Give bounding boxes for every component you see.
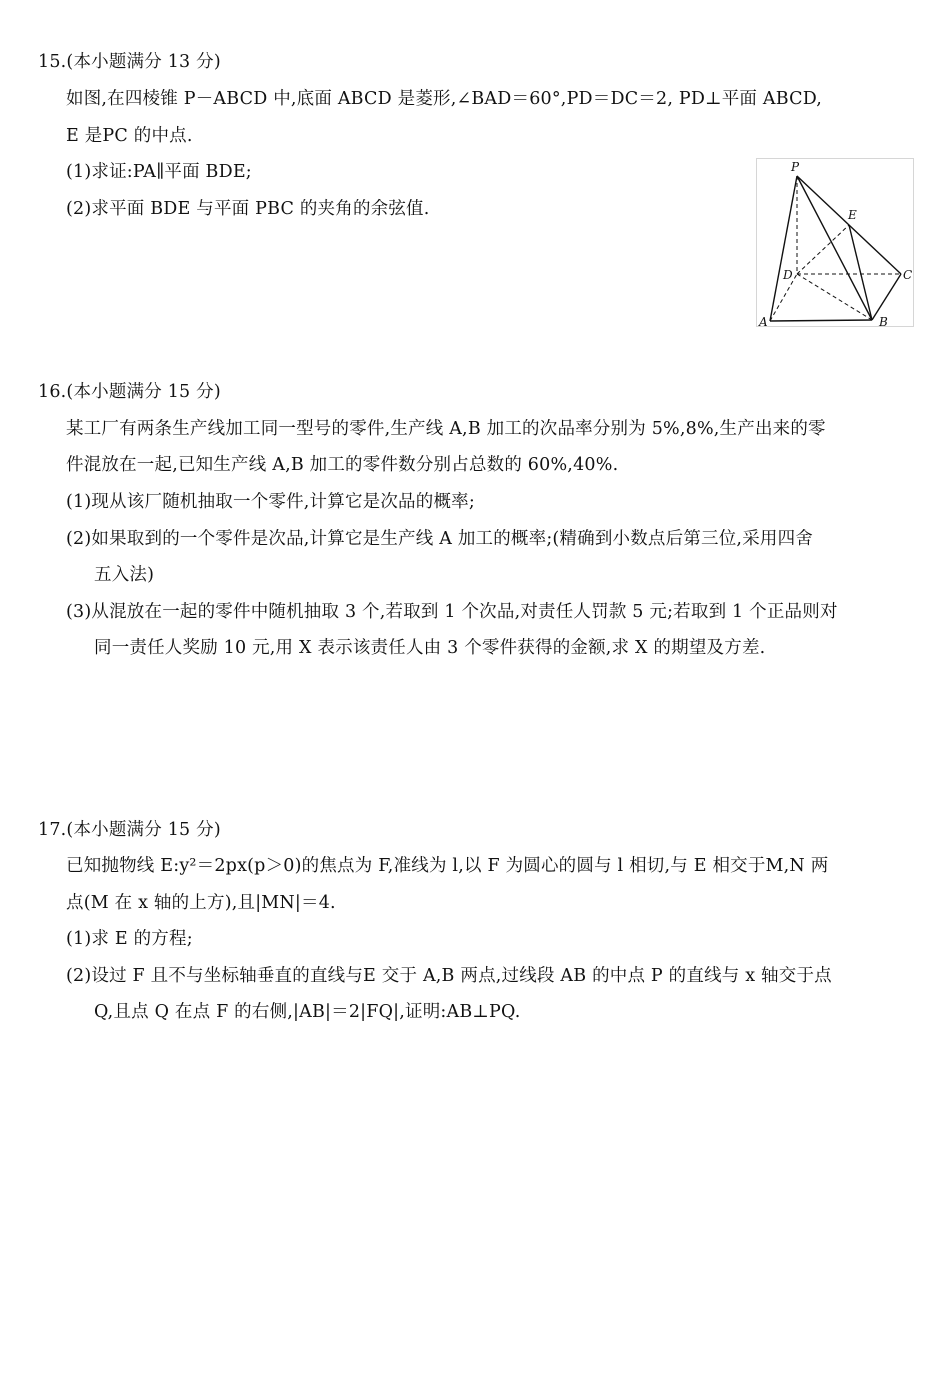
q15-header: 15.(本小题满分 13 分): [38, 52, 221, 72]
q17-stem-line1: 已知抛物线 E:y²＝2px(p＞0)的焦点为 F,准线为 l,以 F 为圆心的圆与 l 相切,与 E 相交于M,N 两: [66, 856, 829, 876]
q15-stem-line1: 如图,在四棱锥 P－ABCD 中,底面 ABCD 是菱形,∠BAD＝60°,PD＝DC＝2, PD⊥平面 ABCD,: [66, 89, 823, 109]
q16-part3-line2: 同一责任人奖励 10 元,用 X 表示该责任人由 3 个零件获得的金额,求 X 的期望及方差.: [94, 638, 766, 658]
q16-part2-line1: (2)如果取到的一个零件是次品,计算它是生产线 A 加工的概率;(精确到小数点后第三位,采用四舍: [66, 529, 813, 549]
q16-part1: (1)现从该厂随机抽取一个零件,计算它是次品的概率;: [66, 492, 475, 512]
vertex-label-a: A: [759, 315, 768, 329]
edge-bc: [872, 274, 901, 320]
q16-part2-line2: 五入法): [94, 565, 155, 585]
pyramid-diagram: [756, 158, 916, 330]
q16-header: 16.(本小题满分 15 分): [38, 382, 221, 402]
vertex-label-c: C: [903, 268, 913, 282]
q15-stem-line2: E 是PC 的中点.: [66, 126, 193, 146]
q16-part3-line1: (3)从混放在一起的零件中随机抽取 3 个,若取到 1 个次品,对责任人罚款 5 元;若取到 1 个正品则对: [66, 602, 838, 622]
pyramid-figure: [756, 158, 916, 330]
q15-part2: (2)求平面 BDE 与平面 PBC 的夹角的余弦值.: [66, 199, 430, 219]
figure-border: [757, 159, 914, 327]
vertex-label-b: B: [879, 315, 888, 329]
q17-part2-line1: (2)设过 F 且不与坐标轴垂直的直线与E 交于 A,B 两点,过线段 AB 的中点 P 的直线与 x 轴交于点: [66, 966, 832, 986]
q17-part2-line2: Q,且点 Q 在点 F 的右侧,|AB|＝2|FQ|,证明:AB⊥PQ.: [94, 1002, 521, 1022]
q16-stem-line1: 某工厂有两条生产线加工同一型号的零件,生产线 A,B 加工的次品率分别为 5%,8%,生产出来的零: [66, 419, 826, 439]
edge-pb: [797, 176, 872, 320]
vertex-label-e: E: [848, 208, 857, 222]
q15-part1: (1)求证:PA∥平面 BDE;: [66, 162, 252, 182]
q17-header: 17.(本小题满分 15 分): [38, 820, 221, 840]
edge-de: [797, 225, 849, 274]
edge-pa: [770, 176, 797, 321]
q17-part1: (1)求 E 的方程;: [66, 929, 193, 949]
q16-stem-line2: 件混放在一起,已知生产线 A,B 加工的零件数分别占总数的 60%,40%.: [66, 455, 619, 475]
edge-eb: [849, 225, 872, 320]
vertex-label-d: D: [783, 268, 793, 282]
q17-stem-line2: 点(M 在 x 轴的上方),且|MN|＝4.: [66, 893, 336, 913]
edge-ab: [770, 320, 872, 321]
vertex-label-p: P: [791, 160, 800, 174]
